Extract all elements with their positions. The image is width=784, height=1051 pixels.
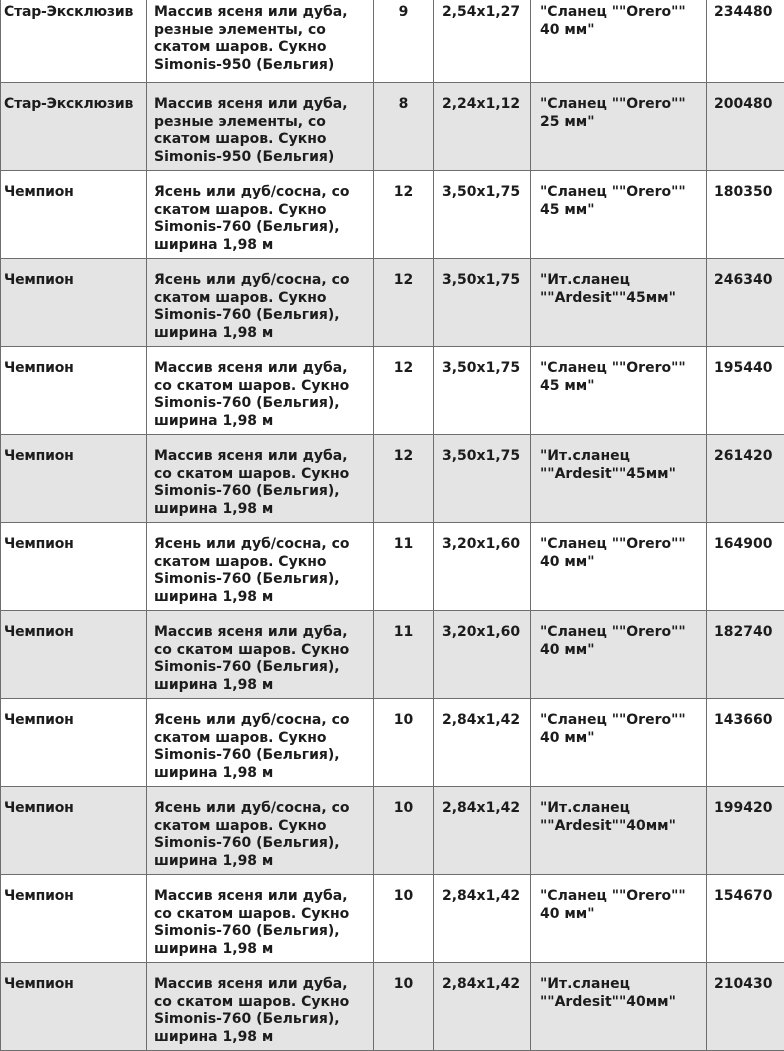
- slate-cell: "Сланец ""Orero"" 40 мм": [531, 523, 707, 611]
- slate-cell: "Сланец ""Orero"" 40 мм": [531, 0, 707, 83]
- slate-cell: "Сланец ""Orero"" 45 мм": [531, 171, 707, 259]
- dimensions-cell: 3,50x1,75: [434, 259, 531, 347]
- slate-cell: "Ит.сланец ""Ardesit""40мм": [531, 787, 707, 875]
- description-cell: Ясень или дуб/сосна, со скатом шаров. Сукно Simonis-760 (Бельгия), ширина 1,98 м: [147, 699, 374, 787]
- description-cell: Массив ясеня или дуба, резные элементы, со скатом шаров. Сукно Simonis-950 (Бельгия): [147, 83, 374, 171]
- size-cell: 12: [374, 259, 434, 347]
- price-cell: 210430: [707, 963, 784, 1051]
- dimensions-cell: 2,24x1,12: [434, 83, 531, 171]
- description-cell: Ясень или дуб/сосна, со скатом шаров. Сукно Simonis-760 (Бельгия), ширина 1,98 м: [147, 259, 374, 347]
- table-row: [1, 347, 784, 435]
- price-cell: 195440: [707, 347, 784, 435]
- table-row: [1, 259, 784, 347]
- description-cell: Массив ясеня или дуба, со скатом шаров. Сукно Simonis-760 (Бельгия), ширина 1,98 м: [147, 611, 374, 699]
- model-cell: Чемпион: [1, 699, 147, 787]
- slate-cell: "Сланец ""Orero"" 25 мм": [531, 83, 707, 171]
- size-cell: 10: [374, 963, 434, 1051]
- price-cell: 261420: [707, 435, 784, 523]
- size-cell: 8: [374, 83, 434, 171]
- model-cell: Чемпион: [1, 259, 147, 347]
- slate-cell: "Ит.сланец ""Ardesit""40мм": [531, 963, 707, 1051]
- size-cell: 12: [374, 171, 434, 259]
- size-cell: 11: [374, 611, 434, 699]
- price-cell: 180350: [707, 171, 784, 259]
- dimensions-cell: 2,84x1,42: [434, 787, 531, 875]
- dimensions-cell: 3,20x1,60: [434, 523, 531, 611]
- model-cell: Стар-Эксклюзив: [1, 0, 147, 83]
- model-cell: Чемпион: [1, 171, 147, 259]
- slate-cell: "Ит.сланец ""Ardesit""45мм": [531, 259, 707, 347]
- model-cell: Чемпион: [1, 611, 147, 699]
- size-cell: 10: [374, 699, 434, 787]
- model-cell: Чемпион: [1, 963, 147, 1051]
- model-cell: Чемпион: [1, 787, 147, 875]
- table-row: [1, 699, 784, 787]
- table-row: [1, 875, 784, 963]
- description-cell: Массив ясеня или дуба, резные элементы, со скатом шаров. Сукно Simonis-950 (Бельгия): [147, 0, 374, 83]
- price-cell: 234480: [707, 0, 784, 83]
- dimensions-cell: 3,20x1,60: [434, 611, 531, 699]
- dimensions-cell: 3,50x1,75: [434, 435, 531, 523]
- price-cell: 154670: [707, 875, 784, 963]
- dimensions-cell: 2,54x1,27: [434, 0, 531, 83]
- table-row: [1, 611, 784, 699]
- size-cell: 10: [374, 875, 434, 963]
- table-row: [1, 0, 784, 83]
- description-cell: Ясень или дуб/сосна, со скатом шаров. Сукно Simonis-760 (Бельгия), ширина 1,98 м: [147, 787, 374, 875]
- price-cell: 182740: [707, 611, 784, 699]
- size-cell: 11: [374, 523, 434, 611]
- description-cell: Ясень или дуб/сосна, со скатом шаров. Сукно Simonis-760 (Бельгия), ширина 1,98 м: [147, 523, 374, 611]
- model-cell: Чемпион: [1, 347, 147, 435]
- table-row: [1, 787, 784, 875]
- table-row: [1, 435, 784, 523]
- size-cell: 10: [374, 787, 434, 875]
- dimensions-cell: 3,50x1,75: [434, 347, 531, 435]
- model-cell: Чемпион: [1, 435, 147, 523]
- dimensions-cell: 2,84x1,42: [434, 699, 531, 787]
- model-cell: Чемпион: [1, 523, 147, 611]
- description-cell: Массив ясеня или дуба, со скатом шаров. Сукно Simonis-760 (Бельгия), ширина 1,98 м: [147, 347, 374, 435]
- dimensions-cell: 2,84x1,42: [434, 875, 531, 963]
- table-row: [1, 83, 784, 171]
- price-cell: 199420: [707, 787, 784, 875]
- table-row: [1, 523, 784, 611]
- price-cell: 246340: [707, 259, 784, 347]
- description-cell: Массив ясеня или дуба, со скатом шаров. Сукно Simonis-760 (Бельгия), ширина 1,98 м: [147, 963, 374, 1051]
- size-cell: 12: [374, 347, 434, 435]
- slate-cell: "Ит.сланец ""Ardesit""45мм": [531, 435, 707, 523]
- dimensions-cell: 3,50x1,75: [434, 171, 531, 259]
- price-cell: 200480: [707, 83, 784, 171]
- price-cell: 143660: [707, 699, 784, 787]
- table-row: [1, 171, 784, 259]
- description-cell: Массив ясеня или дуба, со скатом шаров. Сукно Simonis-760 (Бельгия), ширина 1,98 м: [147, 435, 374, 523]
- slate-cell: "Сланец ""Orero"" 40 мм": [531, 875, 707, 963]
- slate-cell: "Сланец ""Orero"" 40 мм": [531, 699, 707, 787]
- description-cell: Ясень или дуб/сосна, со скатом шаров. Сукно Simonis-760 (Бельгия), ширина 1,98 м: [147, 171, 374, 259]
- slate-cell: "Сланец ""Orero"" 40 мм": [531, 611, 707, 699]
- size-cell: 9: [374, 0, 434, 83]
- description-cell: Массив ясеня или дуба, со скатом шаров. Сукно Simonis-760 (Бельгия), ширина 1,98 м: [147, 875, 374, 963]
- model-cell: Стар-Эксклюзив: [1, 83, 147, 171]
- dimensions-cell: 2,84x1,42: [434, 963, 531, 1051]
- table-row: [1, 963, 784, 1051]
- model-cell: Чемпион: [1, 875, 147, 963]
- slate-cell: "Сланец ""Orero"" 45 мм": [531, 347, 707, 435]
- size-cell: 12: [374, 435, 434, 523]
- price-cell: 164900: [707, 523, 784, 611]
